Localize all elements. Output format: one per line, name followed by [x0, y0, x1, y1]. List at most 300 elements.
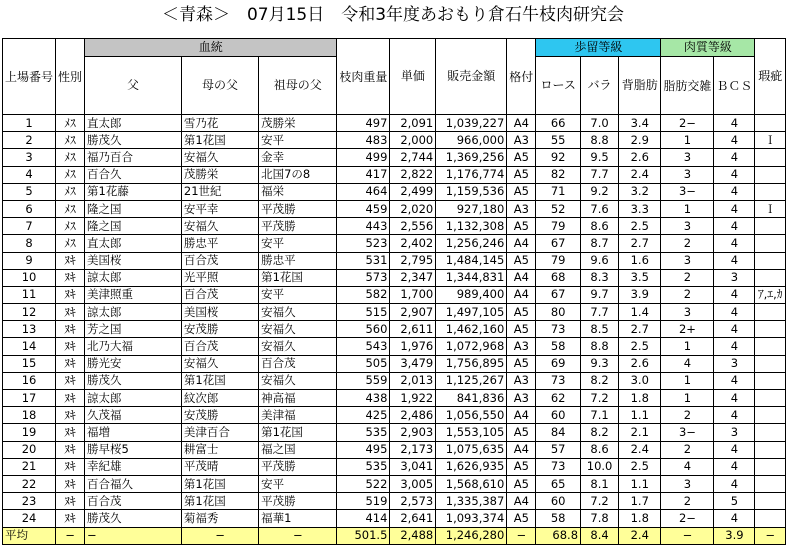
lot-number-cell: 23 — [3, 493, 56, 510]
sale-amount-cell: 989,400 — [436, 286, 507, 303]
great-grandsire-cell: 平茂勝 — [259, 493, 337, 510]
sex-cell: ﾒｽ — [56, 183, 85, 200]
maternal-grandsire-cell: 紋次郎 — [181, 390, 258, 407]
table-row — [3, 407, 786, 424]
great-grandsire-cell: 安平 — [259, 475, 337, 492]
backfat-cell: 1.1 — [619, 475, 661, 492]
sire-cell: 芳之国 — [85, 321, 182, 338]
ribeye-cell: 55 — [536, 132, 581, 149]
great-grandsire-cell: 勝忠平 — [259, 252, 337, 269]
backfat-cell: 2.5 — [619, 458, 661, 475]
grade-cell: A4 — [507, 269, 536, 286]
table-row — [3, 115, 786, 132]
great-grandsire-cell: 安福久 — [259, 338, 337, 355]
carcass-weight-cell: 497 — [337, 115, 390, 132]
sire-cell: 直太郎 — [85, 235, 182, 252]
sex-cell: ﾒｽ — [56, 115, 85, 132]
backfat-cell: 3.0 — [619, 372, 661, 389]
col-header-shibo: 脂肪交雑 — [661, 57, 714, 115]
unit-price-cell: 2,020 — [390, 200, 436, 217]
carcass-weight-cell: 425 — [337, 407, 390, 424]
unit-price-cell: 3,479 — [390, 355, 436, 372]
great-grandsire-cell: 安平 — [259, 132, 337, 149]
sex-cell: ﾇｷ — [56, 372, 85, 389]
sale-amount-cell: 1,756,895 — [436, 355, 507, 372]
maternal-grandsire-cell: 美津百合 — [181, 424, 258, 441]
ribeye-cell: 60 — [536, 407, 581, 424]
grade-cell: A5 — [507, 458, 536, 475]
bcs-cell: 4 — [714, 218, 755, 235]
bcs-cell: 4 — [714, 372, 755, 389]
maternal-grandsire-cell: 菊福秀 — [181, 510, 258, 527]
maternal-grandsire-cell: 勝忠平 — [181, 235, 258, 252]
bcs-cell: 4 — [714, 235, 755, 252]
rib-thickness-cell: 7.0 — [581, 115, 619, 132]
backfat-cell: 1.4 — [619, 304, 661, 321]
sale-amount-cell: 1,159,536 — [436, 183, 507, 200]
carcass-weight-cell: 582 — [337, 286, 390, 303]
sale-amount-cell: 841,836 — [436, 390, 507, 407]
defect-cell — [755, 390, 786, 407]
sex-cell: ﾇｷ — [56, 355, 85, 372]
rib-thickness-cell: 8.7 — [581, 235, 619, 252]
defect-cell — [755, 510, 786, 527]
bcs-cell: 4 — [714, 149, 755, 166]
ribeye-cell: 57 — [536, 441, 581, 458]
grade-cell: A5 — [507, 218, 536, 235]
maternal-grandsire-cell: 百合茂 — [181, 286, 258, 303]
defect-cell — [755, 252, 786, 269]
rib-thickness-cell: 9.2 — [581, 183, 619, 200]
sale-amount-cell: 1,072,968 — [436, 338, 507, 355]
carcass-weight-cell: 560 — [337, 321, 390, 338]
sex-cell: ﾇｷ — [56, 252, 85, 269]
sire-cell: 百合福久 — [85, 475, 182, 492]
lot-number-cell: 4 — [3, 166, 56, 183]
defect-cell — [755, 424, 786, 441]
rib-thickness-cell: 8.6 — [581, 218, 619, 235]
bcs-cell: 4 — [714, 441, 755, 458]
great-grandsire-cell: 茂勝栄 — [259, 115, 337, 132]
defect-cell — [755, 166, 786, 183]
ribeye-cell: 58 — [536, 338, 581, 355]
backfat-cell: 1.1 — [619, 407, 661, 424]
sex-cell: ﾇｷ — [56, 493, 85, 510]
unit-price-cell: 2,573 — [390, 493, 436, 510]
table-row — [3, 269, 786, 286]
lot-number-cell: 19 — [3, 424, 56, 441]
unit-price-cell: 2,486 — [390, 407, 436, 424]
marbling-cell: 4 — [661, 458, 714, 475]
defect-cell — [755, 475, 786, 492]
defect-cell — [755, 149, 786, 166]
carcass-weight-cell: 531 — [337, 252, 390, 269]
sale-amount-cell: 1,462,160 — [436, 321, 507, 338]
rib-thickness-cell: 8.5 — [581, 321, 619, 338]
great-grandsire-cell: 百合茂 — [259, 355, 337, 372]
grade-cell: A3 — [507, 372, 536, 389]
unit-price-cell: 2,903 — [390, 424, 436, 441]
marbling-cell: 1 — [661, 372, 714, 389]
unit-price-cell: 2,907 — [390, 304, 436, 321]
grade-cell: A3 — [507, 338, 536, 355]
bcs-cell: 4 — [714, 286, 755, 303]
rib-thickness-cell: 10.0 — [581, 458, 619, 475]
unit-price-cell: 1,922 — [390, 390, 436, 407]
bcs-cell: 4 — [714, 166, 755, 183]
bcs-cell: 4 — [714, 304, 755, 321]
lot-number-cell: 18 — [3, 407, 56, 424]
unit-price-cell: 2,744 — [390, 149, 436, 166]
col-header-jo-bango: 上場番号 — [3, 39, 56, 115]
sex-cell: ﾒｽ — [56, 166, 85, 183]
ribeye-cell: 69 — [536, 355, 581, 372]
sire-cell: 直太郎 — [85, 115, 182, 132]
great-grandsire-cell: 福華1 — [259, 510, 337, 527]
unit-price-cell: 2,173 — [390, 441, 436, 458]
marbling-cell: 2 — [661, 269, 714, 286]
great-grandsire-cell: 金幸 — [259, 149, 337, 166]
rib-thickness-cell: 8.1 — [581, 475, 619, 492]
sale-amount-cell: 1,039,227 — [436, 115, 507, 132]
sire-cell: 百合久 — [85, 166, 182, 183]
sale-amount-cell: 1,335,387 — [436, 493, 507, 510]
bcs-cell: 5 — [714, 493, 755, 510]
rib-thickness-cell: 7.8 — [581, 510, 619, 527]
backfat-cell: 3.5 — [619, 269, 661, 286]
carcass-results-table — [2, 38, 786, 545]
average-weight-cell: 501.5 — [337, 527, 390, 544]
carcass-weight-cell: 495 — [337, 441, 390, 458]
defect-cell: ｱ,ｴ,ｶ — [755, 286, 786, 303]
col-header-bcs: ＢＣＳ — [714, 57, 755, 115]
grade-cell: A5 — [507, 355, 536, 372]
maternal-grandsire-cell: 安茂勝 — [181, 407, 258, 424]
defect-cell — [755, 372, 786, 389]
group-header-buryu: 歩留等級 — [536, 39, 661, 57]
bcs-cell: 4 — [714, 200, 755, 217]
maternal-grandsire-cell: 耕富士 — [181, 441, 258, 458]
defect-cell — [755, 441, 786, 458]
maternal-grandsire-cell: 安福久 — [181, 149, 258, 166]
grade-cell: A5 — [507, 424, 536, 441]
great-grandsire-cell: 安平 — [259, 286, 337, 303]
lot-number-cell: 3 — [3, 149, 56, 166]
table-row — [3, 218, 786, 235]
bcs-cell: 4 — [714, 252, 755, 269]
carcass-weight-cell: 499 — [337, 149, 390, 166]
backfat-cell: 2.7 — [619, 321, 661, 338]
grade-cell: A4 — [507, 493, 536, 510]
table-row — [3, 286, 786, 303]
bcs-cell: 3 — [714, 269, 755, 286]
average-marbling-cell: − — [661, 527, 714, 544]
col-header-haha-chichi: 母の父 — [181, 57, 258, 115]
col-header-hanbai: 販売金額 — [436, 39, 507, 115]
average-grade-cell: − — [507, 527, 536, 544]
marbling-cell: 2 — [661, 286, 714, 303]
lot-number-cell: 24 — [3, 510, 56, 527]
ribeye-cell: 92 — [536, 149, 581, 166]
sale-amount-cell: 1,132,308 — [436, 218, 507, 235]
great-grandsire-cell: 美津福 — [259, 407, 337, 424]
table-row — [3, 424, 786, 441]
sex-cell: ﾇｷ — [56, 441, 85, 458]
col-header-chichi: 父 — [85, 57, 182, 115]
maternal-grandsire-cell: 安平幸 — [181, 200, 258, 217]
rib-thickness-cell: 8.2 — [581, 424, 619, 441]
bcs-cell: 3 — [714, 424, 755, 441]
sex-cell: ﾒｽ — [56, 218, 85, 235]
col-header-edaniku: 枝肉重量 — [337, 39, 390, 115]
unit-price-cell: 2,000 — [390, 132, 436, 149]
bcs-cell: 3 — [714, 355, 755, 372]
maternal-grandsire-cell: 安茂勝 — [181, 321, 258, 338]
bcs-cell: 4 — [714, 132, 755, 149]
defect-cell — [755, 235, 786, 252]
defect-cell — [755, 493, 786, 510]
sale-amount-cell: 1,497,105 — [436, 304, 507, 321]
marbling-cell: 1 — [661, 200, 714, 217]
rib-thickness-cell: 7.7 — [581, 166, 619, 183]
carcass-weight-cell: 515 — [337, 304, 390, 321]
great-grandsire-cell: 福栄 — [259, 183, 337, 200]
sire-cell: 諒太郎 — [85, 304, 182, 321]
lot-number-cell: 20 — [3, 441, 56, 458]
col-header-kashi: 瑕疵 — [755, 39, 786, 115]
sire-cell: 久茂福 — [85, 407, 182, 424]
rib-thickness-cell: 9.6 — [581, 252, 619, 269]
unit-price-cell: 2,499 — [390, 183, 436, 200]
marbling-cell: 1 — [661, 390, 714, 407]
carcass-weight-cell: 523 — [337, 235, 390, 252]
marbling-cell: 2 — [661, 407, 714, 424]
lot-number-cell: 10 — [3, 269, 56, 286]
bcs-cell: 4 — [714, 407, 755, 424]
maternal-grandsire-cell: 百合茂 — [181, 252, 258, 269]
backfat-cell: 3.3 — [619, 200, 661, 217]
bcs-cell: 4 — [714, 321, 755, 338]
sale-amount-cell: 1,553,105 — [436, 424, 507, 441]
lot-number-cell: 21 — [3, 458, 56, 475]
carcass-weight-cell: 543 — [337, 338, 390, 355]
sire-cell: 幸紀雄 — [85, 458, 182, 475]
col-header-sebushi: 背脂肪 — [619, 57, 661, 115]
marbling-cell: 2− — [661, 115, 714, 132]
ribeye-cell: 62 — [536, 390, 581, 407]
great-grandsire-cell: 第1花国 — [259, 269, 337, 286]
unit-price-cell: 2,822 — [390, 166, 436, 183]
sex-cell: ﾒｽ — [56, 132, 85, 149]
sale-amount-cell: 1,075,635 — [436, 441, 507, 458]
marbling-cell: 1 — [661, 132, 714, 149]
maternal-grandsire-cell: 平茂晴 — [181, 458, 258, 475]
average-label-cell: 平均 — [3, 527, 56, 544]
average-row — [3, 527, 786, 544]
grade-cell: A4 — [507, 407, 536, 424]
unit-price-cell: 3,041 — [390, 458, 436, 475]
table-row — [3, 493, 786, 510]
table-row — [3, 183, 786, 200]
sale-amount-cell: 1,568,610 — [436, 475, 507, 492]
average-backfat-cell: 2.4 — [619, 527, 661, 544]
bcs-cell: 4 — [714, 183, 755, 200]
sire-cell: 美津照重 — [85, 286, 182, 303]
great-grandsire-cell: 安福久 — [259, 304, 337, 321]
backfat-cell: 3.4 — [619, 115, 661, 132]
sex-cell: ﾇｷ — [56, 269, 85, 286]
table-row — [3, 235, 786, 252]
grade-cell: A5 — [507, 149, 536, 166]
unit-price-cell: 2,402 — [390, 235, 436, 252]
sire-cell: 隆之国 — [85, 218, 182, 235]
table-row — [3, 475, 786, 492]
rib-thickness-cell: 7.6 — [581, 200, 619, 217]
backfat-cell: 2.7 — [619, 235, 661, 252]
bcs-cell: 4 — [714, 338, 755, 355]
carcass-weight-cell: 464 — [337, 183, 390, 200]
ribeye-cell: 73 — [536, 458, 581, 475]
lot-number-cell: 11 — [3, 286, 56, 303]
marbling-cell: 2 — [661, 441, 714, 458]
marbling-cell: 2− — [661, 510, 714, 527]
sire-cell: 福増 — [85, 424, 182, 441]
defect-cell — [755, 218, 786, 235]
backfat-cell: 1.6 — [619, 252, 661, 269]
ribeye-cell: 65 — [536, 475, 581, 492]
grade-cell: A5 — [507, 321, 536, 338]
sex-cell: ﾇｷ — [56, 424, 85, 441]
lot-number-cell: 22 — [3, 475, 56, 492]
grade-cell: A5 — [507, 166, 536, 183]
maternal-grandsire-cell: 美国桜 — [181, 304, 258, 321]
rib-thickness-cell: 7.1 — [581, 407, 619, 424]
carcass-weight-cell: 438 — [337, 390, 390, 407]
defect-cell: Ｉ — [755, 132, 786, 149]
rib-thickness-cell: 9.7 — [581, 286, 619, 303]
maternal-grandsire-cell: 光平照 — [181, 269, 258, 286]
rib-thickness-cell: 9.5 — [581, 149, 619, 166]
marbling-cell: 3 — [661, 166, 714, 183]
marbling-cell: 2 — [661, 493, 714, 510]
sex-cell: ﾒｽ — [56, 200, 85, 217]
defect-cell — [755, 269, 786, 286]
sex-cell: ﾇｷ — [56, 390, 85, 407]
backfat-cell: 2.6 — [619, 149, 661, 166]
backfat-cell: 1.8 — [619, 510, 661, 527]
defect-cell — [755, 183, 786, 200]
marbling-cell: 3 — [661, 252, 714, 269]
lot-number-cell: 12 — [3, 304, 56, 321]
grade-cell: A5 — [507, 252, 536, 269]
marbling-cell: 1 — [661, 338, 714, 355]
backfat-cell: 3.2 — [619, 183, 661, 200]
marbling-cell: 3 — [661, 218, 714, 235]
defect-cell — [755, 458, 786, 475]
great-grandsire-cell: 北国7の8 — [259, 166, 337, 183]
grade-cell: A3 — [507, 200, 536, 217]
ribeye-cell: 52 — [536, 200, 581, 217]
average-rib-cell: 8.4 — [581, 527, 619, 544]
table-row — [3, 321, 786, 338]
bcs-cell: 4 — [714, 390, 755, 407]
lot-number-cell: 1 — [3, 115, 56, 132]
sex-cell: ﾒｽ — [56, 235, 85, 252]
ribeye-cell: 82 — [536, 166, 581, 183]
great-grandsire-cell: 安平 — [259, 235, 337, 252]
marbling-cell: 2+ — [661, 321, 714, 338]
sire-cell: 勝茂久 — [85, 372, 182, 389]
grade-cell: A4 — [507, 235, 536, 252]
table-row — [3, 390, 786, 407]
maternal-grandsire-cell: 第1花国 — [181, 132, 258, 149]
unit-price-cell: 3,005 — [390, 475, 436, 492]
sire-cell: 隆之国 — [85, 200, 182, 217]
bcs-cell: 4 — [714, 458, 755, 475]
sire-cell: 諒太郎 — [85, 390, 182, 407]
sale-amount-cell: 966,000 — [436, 132, 507, 149]
defect-cell — [755, 304, 786, 321]
sale-amount-cell: 927,180 — [436, 200, 507, 217]
unit-price-cell: 2,641 — [390, 510, 436, 527]
maternal-grandsire-cell: 第1花国 — [181, 475, 258, 492]
ribeye-cell: 73 — [536, 372, 581, 389]
backfat-cell: 2.6 — [619, 355, 661, 372]
carcass-weight-cell: 559 — [337, 372, 390, 389]
bcs-cell: 4 — [714, 475, 755, 492]
unit-price-cell: 1,700 — [390, 286, 436, 303]
sire-cell: 美国桜 — [85, 252, 182, 269]
grade-cell: A4 — [507, 441, 536, 458]
great-grandsire-cell: 平茂勝 — [259, 218, 337, 235]
sale-amount-cell: 1,256,246 — [436, 235, 507, 252]
sale-amount-cell: 1,484,145 — [436, 252, 507, 269]
average-bcs-cell: 3.9 — [714, 527, 755, 544]
average-price-cell: 2,488 — [390, 527, 436, 544]
maternal-grandsire-cell: 雪乃花 — [181, 115, 258, 132]
sex-cell: ﾇｷ — [56, 338, 85, 355]
rib-thickness-cell: 7.7 — [581, 304, 619, 321]
table-row — [3, 441, 786, 458]
table-row — [3, 200, 786, 217]
col-header-rosu: ロース — [536, 57, 581, 115]
ribeye-cell: 67 — [536, 286, 581, 303]
rib-thickness-cell: 8.8 — [581, 132, 619, 149]
grade-cell: A5 — [507, 510, 536, 527]
sale-amount-cell: 1,344,831 — [436, 269, 507, 286]
average-mgs-cell: − — [181, 527, 258, 544]
carcass-weight-cell: 443 — [337, 218, 390, 235]
ribeye-cell: 68 — [536, 269, 581, 286]
ribeye-cell: 66 — [536, 115, 581, 132]
table-row — [3, 149, 786, 166]
marbling-cell: 2 — [661, 235, 714, 252]
table-row — [3, 304, 786, 321]
rib-thickness-cell: 9.3 — [581, 355, 619, 372]
grade-cell: A5 — [507, 183, 536, 200]
carcass-weight-cell: 459 — [337, 200, 390, 217]
sale-amount-cell: 1,626,935 — [436, 458, 507, 475]
sire-cell: 百合茂 — [85, 493, 182, 510]
backfat-cell: 2.5 — [619, 218, 661, 235]
marbling-cell: 3 — [661, 475, 714, 492]
carcass-weight-cell: 522 — [337, 475, 390, 492]
unit-price-cell: 1,976 — [390, 338, 436, 355]
sale-amount-cell: 1,056,550 — [436, 407, 507, 424]
ribeye-cell: 80 — [536, 304, 581, 321]
ribeye-cell: 71 — [536, 183, 581, 200]
ribeye-cell: 79 — [536, 252, 581, 269]
